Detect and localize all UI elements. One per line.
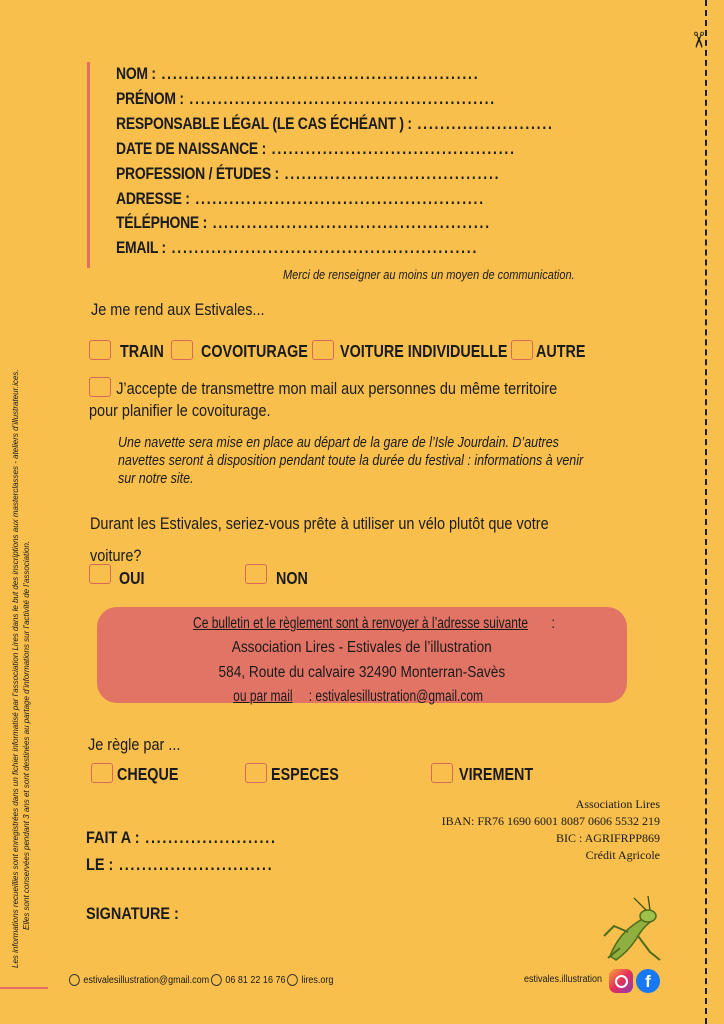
field-date-naissance[interactable]: DATE DE NAISSANCE : ........................................... xyxy=(116,139,516,158)
field-prenom[interactable]: PRÉNOM : ...................................................... xyxy=(116,89,496,108)
checkbox-train[interactable] xyxy=(89,340,111,360)
field-adresse[interactable]: ADRESSE : ................................................... xyxy=(116,189,485,208)
cut-line xyxy=(705,0,707,1024)
consent-line-1: J’accepte de transmettre mon mail aux personnes du même territoire xyxy=(116,379,558,398)
footer-phone[interactable] xyxy=(211,974,285,986)
bank-details xyxy=(380,796,660,864)
mailing-association xyxy=(97,637,627,659)
bank-iban: IBAN: FR76 1690 6001 8087 0606 5532 219 xyxy=(441,814,660,828)
contact-note: Merci de renseigner au moins un moyen de communication. xyxy=(283,268,575,282)
checkbox-virement[interactable] xyxy=(431,763,453,783)
bike-line-1: Durant les Estivales, seriez-vous prête à utiliser un vélo plutôt que votre xyxy=(90,514,549,533)
checkbox-covoiturage[interactable] xyxy=(171,340,193,360)
mailing-email-label: ou par mail xyxy=(233,688,293,705)
shuttle-line-3: sur notre site. xyxy=(118,471,194,487)
field-telephone[interactable]: TÉLÉPHONE : ................................................. xyxy=(116,213,491,232)
mailing-intro-text: Ce bulletin et le règlement sont à renvoyer à l’adresse suivante xyxy=(192,615,528,632)
label-voiture: VOITURE INDIVIDUELLE xyxy=(340,341,508,361)
label-train: TRAIN xyxy=(120,341,164,361)
consent-text xyxy=(89,378,565,422)
mailing-address-text: 584, Route du calvaire 32490 Monterran-Savès xyxy=(218,664,506,681)
field-signature[interactable]: SIGNATURE : xyxy=(86,904,179,923)
facebook-icon[interactable]: f xyxy=(636,969,660,993)
payment-heading: Je règle par ... xyxy=(88,735,181,754)
bank-name: Association Lires xyxy=(575,797,660,811)
mailing-email-value[interactable]: : estivalesillustration@gmail.com xyxy=(308,688,483,705)
field-fait-a[interactable]: FAIT A : ....................... xyxy=(86,828,277,847)
bike-question xyxy=(90,508,549,572)
legal-accent-bar xyxy=(0,987,48,989)
consent-line-2: pour planifier le covoiturage. xyxy=(89,401,271,420)
footer-web[interactable] xyxy=(287,974,333,986)
email-icon xyxy=(69,974,80,986)
label-covoiturage: COVOITURAGE xyxy=(201,341,308,361)
legal-line-1: Les informations recueillies sont enregistrées dans un fichier informatisé par l’association Lires dans le but des inscriptions aux masterclasses - ateliers d’illustrateur.ices. xyxy=(11,369,20,968)
identity-accent-bar xyxy=(87,62,90,268)
footer-web-text: lires.org xyxy=(301,974,334,986)
bank-bank: Crédit Agricole xyxy=(585,848,660,862)
footer-phone-text: 06 81 22 16 76 xyxy=(225,974,286,986)
field-email[interactable]: EMAIL : ...................................................... xyxy=(116,238,479,257)
globe-icon xyxy=(287,974,298,986)
mailing-intro xyxy=(97,613,627,635)
footer-email[interactable] xyxy=(69,974,209,986)
instagram-icon[interactable] xyxy=(609,969,633,993)
bike-line-2: voiture? xyxy=(90,546,142,565)
transport-heading: Je me rend aux Estivales... xyxy=(91,300,265,319)
field-profession[interactable]: PROFESSION / ÉTUDES : ...................................... xyxy=(116,164,501,183)
label-cheque: CHEQUE xyxy=(117,764,179,784)
checkbox-voiture[interactable] xyxy=(312,340,334,360)
footer-email-text: estivalesillustration@gmail.com xyxy=(83,974,210,986)
mailing-association-text: Association Lires - Estivales de l’illustration xyxy=(231,639,493,656)
field-nom[interactable]: NOM : ........................................................ xyxy=(116,64,480,83)
mailing-email xyxy=(97,686,627,708)
label-virement: VIREMENT xyxy=(459,764,534,784)
shuttle-info xyxy=(118,434,583,488)
footer-social: estivales.illustration xyxy=(524,974,603,985)
grasshopper-illustration xyxy=(598,896,668,966)
checkbox-cheque[interactable] xyxy=(91,763,113,783)
checkbox-non[interactable] xyxy=(245,564,267,584)
mailing-intro-colon: : xyxy=(550,615,554,632)
shuttle-line-1: Une navette sera mise en place au départ de la gare de l’Isle Jourdain. D’autres xyxy=(118,435,559,451)
scissors-icon: ✂ xyxy=(686,30,712,50)
checkbox-oui[interactable] xyxy=(89,564,111,584)
legal-notice xyxy=(10,348,32,968)
label-non: NON xyxy=(276,568,308,588)
label-autre: AUTRE xyxy=(536,341,586,361)
mailing-address xyxy=(97,662,627,684)
label-especes: ESPECES xyxy=(271,764,339,784)
bank-bic: BIC : AGRIFRPP869 xyxy=(555,831,660,845)
label-oui: OUI xyxy=(119,568,145,588)
checkbox-autre[interactable] xyxy=(511,340,533,360)
phone-icon xyxy=(211,974,222,986)
field-le[interactable]: LE : ........................... xyxy=(86,855,274,874)
shuttle-line-2: navettes seront à disposition pendant toute la durée du festival : informations à venir xyxy=(118,453,584,469)
checkbox-especes[interactable] xyxy=(245,763,267,783)
field-responsable[interactable]: RESPONSABLE LÉGAL (LE CAS ÉCHÉANT ) : ........................ xyxy=(116,114,554,133)
legal-line-2: Elles sont conservées pendant 3 ans et sont destinées au partage d’informations sur l’activité de l’association. xyxy=(22,540,31,930)
